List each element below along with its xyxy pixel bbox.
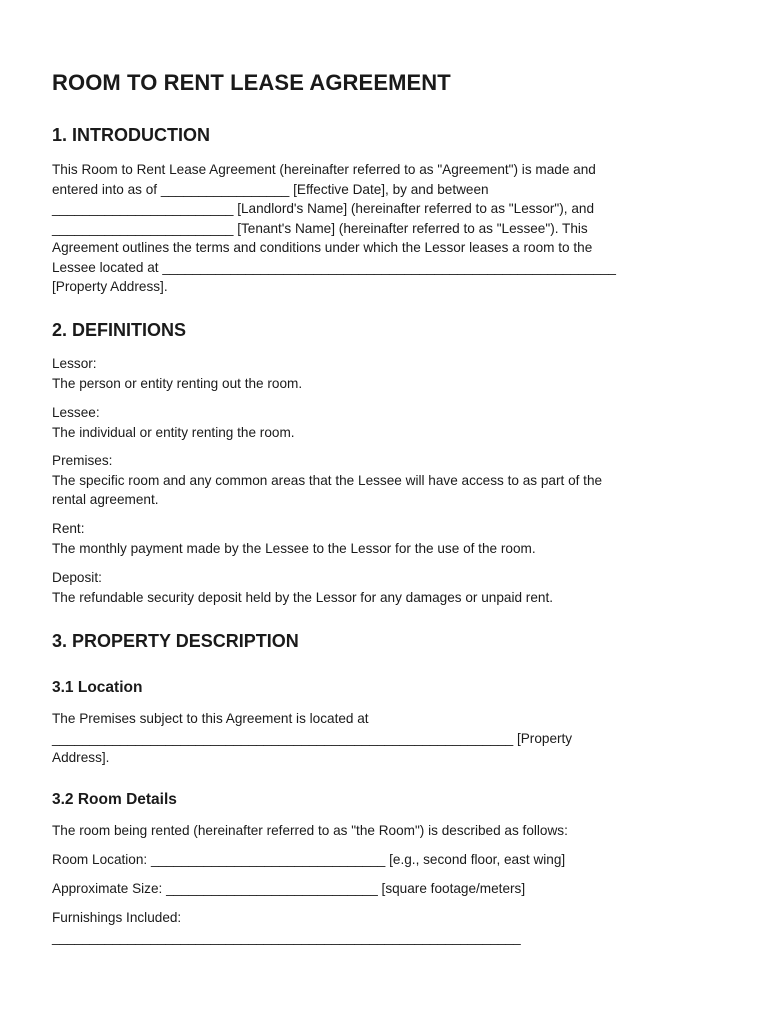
definition-text: The specific room and any common areas that the Lessee will have access to as part of the xyxy=(52,472,603,488)
introduction-line: [Property Address]. xyxy=(52,279,168,294)
approximate-size-line: Approximate Size: ____________________________ [square footage/meters] xyxy=(52,881,526,896)
introduction-line: entered into as of _________________ [Effective Date], by and between xyxy=(52,181,489,197)
section-heading-definitions: 2. DEFINITIONS xyxy=(52,320,187,340)
definition-term: Deposit: xyxy=(52,570,102,585)
location-paragraph xyxy=(52,709,717,768)
definition-text: The person or entity renting out the room. xyxy=(52,375,303,391)
definition-term: Rent: xyxy=(52,521,85,536)
location-line: The Premises subject to this Agreement is located at xyxy=(52,711,369,726)
introduction-line: Lessee located at ____________________________________________________________ xyxy=(52,259,616,275)
introduction-line: ________________________ [Landlord's Name] (hereinafter referred to as "Lessor"), and xyxy=(52,201,595,216)
definition-deposit xyxy=(52,568,717,607)
furnishings-paragraph xyxy=(52,908,717,947)
location-line: Address]. xyxy=(52,750,110,765)
introduction-line: This Room to Rent Lease Agreement (hereinafter referred to as "Agreement") is made and xyxy=(52,162,596,177)
introduction-line: ________________________ [Tenant's Name] (hereinafter referred to as "Lessee"). This xyxy=(52,220,588,236)
section-heading-property-description: 3. PROPERTY DESCRIPTION xyxy=(52,631,299,651)
furnishings-label: Furnishings Included: xyxy=(52,910,182,925)
room-location-line: Room Location: _______________________________ [e.g., second floor, east wing] xyxy=(52,852,566,867)
definition-lessor xyxy=(52,354,717,393)
definition-premises xyxy=(52,451,717,510)
definition-lessee xyxy=(52,403,717,442)
definition-rent xyxy=(52,519,717,558)
section-heading-introduction: 1. INTRODUCTION xyxy=(52,125,211,145)
definition-term: Lessor: xyxy=(52,356,97,371)
introduction-line: Agreement outlines the terms and conditions under which the Lessor leases a room to the xyxy=(52,240,593,255)
definition-term: Lessee: xyxy=(52,405,100,420)
definition-text: The individual or entity renting the room. xyxy=(52,424,295,440)
location-line: _____________________________________________________________ [Property xyxy=(52,730,573,746)
introduction-paragraph xyxy=(52,160,717,297)
definition-text: The refundable security deposit held by the Lessor for any damages or unpaid rent. xyxy=(52,589,554,605)
document-title: ROOM TO RENT LEASE AGREEMENT xyxy=(52,70,451,95)
room-details-intro: The room being rented (hereinafter referred to as "the Room") is described as follows: xyxy=(52,823,568,838)
subsection-heading-location: 3.1 Location xyxy=(52,679,143,696)
subsection-heading-room-details: 3.2 Room Details xyxy=(52,791,177,808)
furnishings-blank: ______________________________________________________________ xyxy=(52,929,521,945)
definition-term: Premises: xyxy=(52,453,113,468)
definition-text: The monthly payment made by the Lessee to the Lessor for the use of the room. xyxy=(52,540,536,556)
definition-text: rental agreement. xyxy=(52,492,159,507)
